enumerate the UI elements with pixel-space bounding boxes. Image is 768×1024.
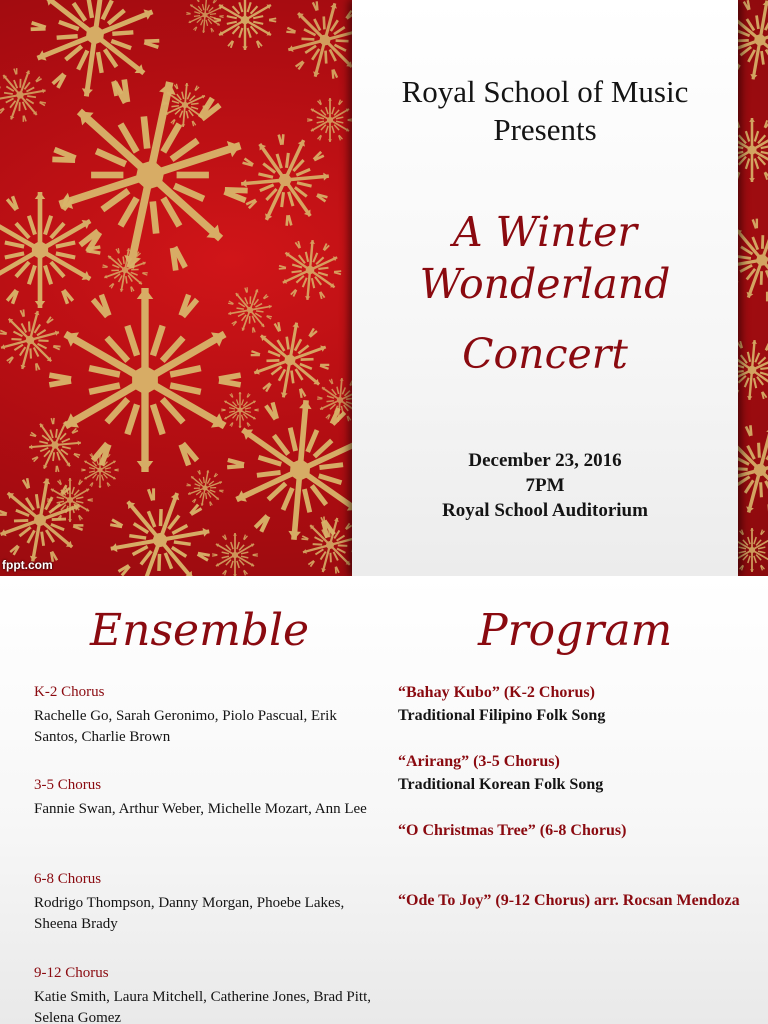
presenter-name: Royal School of Music — [401, 74, 689, 109]
program-heading: Program — [478, 605, 673, 656]
snowflake-icon — [0, 191, 107, 308]
program-song-title: “Arirang” (3-5 Chorus) — [398, 753, 560, 770]
program-slide — [0, 576, 768, 1024]
ensemble-group-members: Fannie Swan, Arthur Weber, Michelle Mozart, Ann Lee — [34, 801, 367, 817]
event-date: December 23, 2016 — [468, 450, 622, 471]
concert-title-line1: A Winter — [453, 208, 637, 256]
watermark: fppt.com — [2, 558, 53, 572]
program-song-title: “Bahay Kubo” (K-2 Chorus) — [398, 684, 595, 701]
snowflake-icon — [209, 533, 260, 576]
ensemble-group-name: K-2 Chorus — [34, 684, 105, 700]
program-song-title: “O Christmas Tree” (6-8 Chorus) — [398, 822, 627, 839]
ensemble-group-members: Rachelle Go, Sarah Geronimo, Piolo Pascual, Erik Santos, Charlie Brown — [34, 708, 337, 745]
snowflake-icon — [181, 466, 228, 509]
ensemble-group-members: Katie Smith, Laura Mitchell, Catherine Jones, Brad Pitt, Selena Gomez — [34, 989, 372, 1024]
ensemble-group-members: Rodrigo Thompson, Danny Morgan, Phoebe Lakes, Sheena Brady — [34, 895, 345, 932]
ensemble-group-name: 9-12 Chorus — [34, 965, 109, 981]
event-venue: Royal School Auditorium — [442, 500, 648, 521]
ensemble-heading: Ensemble — [90, 605, 310, 656]
program-song-title: “Ode To Joy” (9-12 Chorus) arr. Rocsan Mendoza — [398, 892, 740, 909]
snowflake-icon — [218, 280, 281, 339]
title-panel — [352, 0, 738, 576]
snowflake-icon — [22, 58, 278, 292]
ensemble-group-name: 3-5 Chorus — [34, 777, 102, 793]
ensemble-group-name: 6-8 Chorus — [34, 871, 102, 887]
snowflake-icon — [79, 452, 121, 488]
concert-title-line2: Wonderland — [419, 260, 671, 308]
snowflake-icon — [0, 60, 57, 130]
snowflake-icon — [0, 470, 95, 570]
program-song-origin: Traditional Filipino Folk Song — [398, 707, 606, 724]
snowflake-icon — [240, 315, 340, 406]
event-time: 7PM — [525, 475, 565, 496]
snowflake-icon — [304, 98, 355, 142]
concert-title-line3: Concert — [462, 330, 628, 378]
program-song-origin: Traditional Korean Folk Song — [398, 776, 604, 793]
snowflake-icon — [0, 302, 71, 379]
snowflake-icon — [38, 287, 252, 473]
snowflake-icon — [273, 237, 348, 303]
presenter-label: Presents — [493, 112, 597, 147]
